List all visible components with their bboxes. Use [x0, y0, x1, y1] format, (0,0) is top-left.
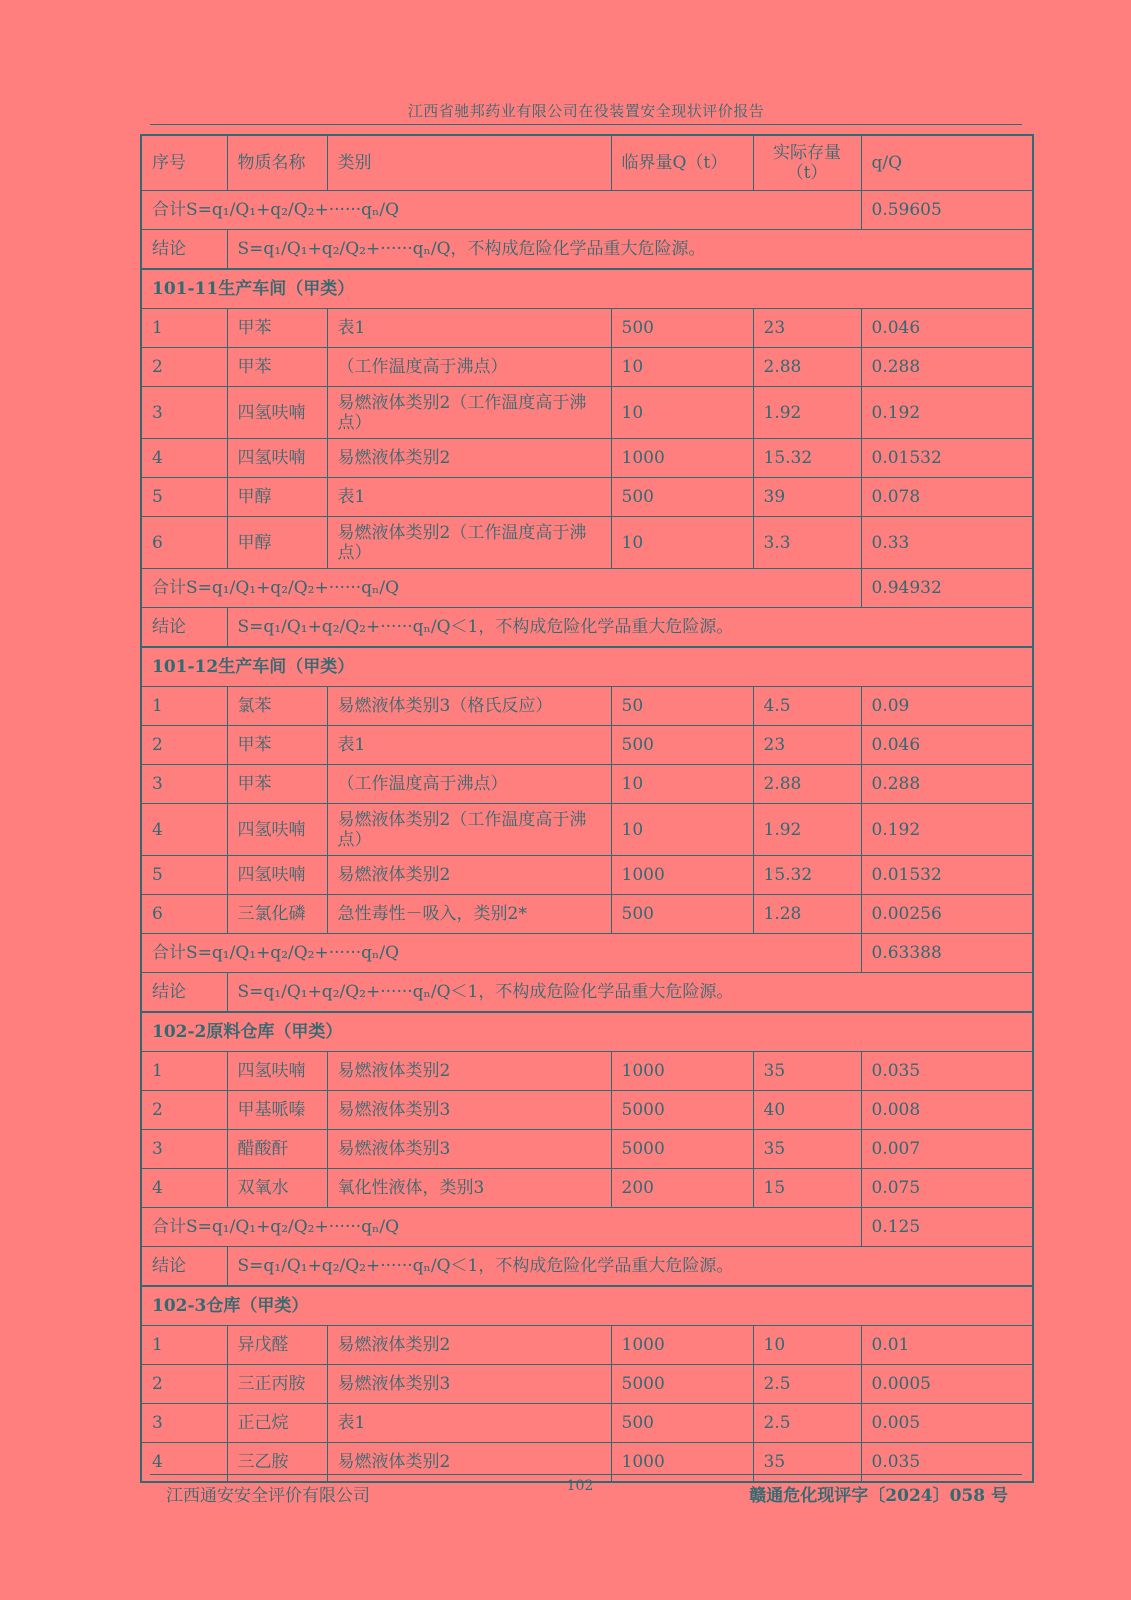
cell-category: 易燃液体类别2（工作温度高于沸点）	[327, 387, 611, 439]
total-formula: 合计S=q₁/Q₁+q₂/Q₂+······qₙ/Q	[141, 569, 861, 608]
cell-substance: 甲苯	[227, 765, 327, 804]
cell-ratio: 0.01532	[861, 856, 1033, 895]
cell-substance: 三正丙胺	[227, 1365, 327, 1404]
footer-company: 江西通安安全评价有限公司	[166, 1486, 370, 1506]
cell-substance: 甲苯	[227, 726, 327, 765]
cell-critical-quantity: 1000	[611, 1052, 753, 1091]
conclusion-label: 结论	[141, 1247, 227, 1287]
cell-actual-storage: 35	[753, 1443, 861, 1483]
table-row	[141, 765, 1033, 804]
page-number: 102	[566, 1478, 594, 1494]
cell-index: 1	[141, 1052, 227, 1091]
cell-critical-quantity: 500	[611, 1404, 753, 1443]
report-number: 赣通危化现评字〔2024〕058 号	[749, 1486, 1008, 1506]
cell-category: 易燃液体类别2	[327, 1052, 611, 1091]
table-header-row	[141, 135, 1033, 191]
cell-substance: 三氯化磷	[227, 895, 327, 934]
cell-substance: 甲醇	[227, 517, 327, 569]
cell-critical-quantity: 10	[611, 765, 753, 804]
cell-critical-quantity: 500	[611, 478, 753, 517]
table-row	[141, 309, 1033, 348]
cell-actual-storage: 35	[753, 1130, 861, 1169]
cell-actual-storage: 3.3	[753, 517, 861, 569]
cell-ratio: 0.01532	[861, 439, 1033, 478]
cell-critical-quantity: 500	[611, 726, 753, 765]
total-formula: 合计S=q₁/Q₁+q₂/Q₂+······qₙ/Q	[141, 191, 861, 230]
cell-critical-quantity: 500	[611, 895, 753, 934]
table-row	[141, 387, 1033, 439]
col-header-substance: 物质名称	[227, 135, 327, 191]
cell-ratio: 0.288	[861, 348, 1033, 387]
cell-critical-quantity: 1000	[611, 1326, 753, 1365]
table-row	[141, 1130, 1033, 1169]
total-row	[141, 934, 1033, 973]
header-divider	[150, 124, 1022, 125]
table-row	[141, 348, 1033, 387]
table-row	[141, 1326, 1033, 1365]
cell-substance: 氯苯	[227, 687, 327, 726]
cell-ratio: 0.075	[861, 1169, 1033, 1208]
cell-category: 易燃液体类别2（工作温度高于沸点）	[327, 804, 611, 856]
conclusion-label: 结论	[141, 608, 227, 648]
cell-index: 2	[141, 1365, 227, 1404]
cell-substance: 四氢呋喃	[227, 387, 327, 439]
cell-category: 表1	[327, 1404, 611, 1443]
total-value: 0.63388	[861, 934, 1033, 973]
table-body	[141, 135, 1033, 1482]
cell-index: 3	[141, 1404, 227, 1443]
cell-category: 易燃液体类别3	[327, 1130, 611, 1169]
cell-critical-quantity: 50	[611, 687, 753, 726]
cell-category: 表1	[327, 478, 611, 517]
total-value: 0.125	[861, 1208, 1033, 1247]
section-header-row	[141, 269, 1033, 309]
cell-critical-quantity: 10	[611, 387, 753, 439]
cell-critical-quantity: 500	[611, 309, 753, 348]
cell-ratio: 0.33	[861, 517, 1033, 569]
total-row	[141, 191, 1033, 230]
cell-actual-storage: 2.88	[753, 765, 861, 804]
table-row	[141, 1443, 1033, 1483]
report-title: 江西省驰邦药业有限公司在役装置安全现状评价报告	[407, 102, 765, 120]
table-row	[141, 1404, 1033, 1443]
cell-ratio: 0.192	[861, 387, 1033, 439]
cell-actual-storage: 35	[753, 1052, 861, 1091]
cell-actual-storage: 2.5	[753, 1365, 861, 1404]
table-row	[141, 517, 1033, 569]
cell-ratio: 0.008	[861, 1091, 1033, 1130]
conclusion-label: 结论	[141, 230, 227, 270]
cell-ratio: 0.046	[861, 309, 1033, 348]
table-row	[141, 856, 1033, 895]
col-header-ratio: q/Q	[861, 135, 1033, 191]
cell-category: （工作温度高于沸点）	[327, 765, 611, 804]
cell-substance: 四氢呋喃	[227, 1052, 327, 1091]
footer-divider	[150, 1474, 1022, 1475]
conclusion-row	[141, 230, 1033, 270]
col-header-index: 序号	[141, 135, 227, 191]
cell-category: 易燃液体类别2（工作温度高于沸点）	[327, 517, 611, 569]
cell-ratio: 0.0005	[861, 1365, 1033, 1404]
cell-ratio: 0.007	[861, 1130, 1033, 1169]
cell-ratio: 0.00256	[861, 895, 1033, 934]
cell-category: 易燃液体类别2	[327, 856, 611, 895]
conclusion-row	[141, 973, 1033, 1013]
cell-substance: 正己烷	[227, 1404, 327, 1443]
cell-substance: 三乙胺	[227, 1443, 327, 1483]
cell-index: 3	[141, 387, 227, 439]
cell-index: 1	[141, 687, 227, 726]
cell-substance: 甲醇	[227, 478, 327, 517]
cell-critical-quantity: 10	[611, 348, 753, 387]
cell-critical-quantity: 5000	[611, 1365, 753, 1404]
cell-index: 3	[141, 1130, 227, 1169]
cell-substance: 甲苯	[227, 309, 327, 348]
table-row	[141, 439, 1033, 478]
total-value: 0.59605	[861, 191, 1033, 230]
cell-actual-storage: 15.32	[753, 439, 861, 478]
table-row	[141, 1091, 1033, 1130]
cell-critical-quantity: 5000	[611, 1130, 753, 1169]
section-title: 101-11生产车间（甲类）	[141, 269, 1033, 309]
table-row	[141, 478, 1033, 517]
cell-actual-storage: 23	[753, 726, 861, 765]
total-formula: 合计S=q₁/Q₁+q₂/Q₂+······qₙ/Q	[141, 1208, 861, 1247]
conclusion-text: S=q₁/Q₁+q₂/Q₂+······qₙ/Q＜1，不构成危险化学品重大危险源。	[227, 973, 1033, 1013]
cell-actual-storage: 23	[753, 309, 861, 348]
cell-category: 易燃液体类别2	[327, 439, 611, 478]
cell-category: 易燃液体类别3	[327, 1091, 611, 1130]
cell-ratio: 0.288	[861, 765, 1033, 804]
conclusion-label: 结论	[141, 973, 227, 1013]
cell-ratio: 0.078	[861, 478, 1033, 517]
conclusion-text: S=q₁/Q₁+q₂/Q₂+······qₙ/Q，不构成危险化学品重大危险源。	[227, 230, 1033, 270]
cell-critical-quantity: 200	[611, 1169, 753, 1208]
cell-category: 氧化性液体，类别3	[327, 1169, 611, 1208]
conclusion-row	[141, 608, 1033, 648]
cell-actual-storage: 15	[753, 1169, 861, 1208]
cell-actual-storage: 39	[753, 478, 861, 517]
conclusion-text: S=q₁/Q₁+q₂/Q₂+······qₙ/Q＜1，不构成危险化学品重大危险源。	[227, 1247, 1033, 1287]
cell-actual-storage: 2.5	[753, 1404, 861, 1443]
table-row	[141, 1169, 1033, 1208]
cell-ratio: 0.01	[861, 1326, 1033, 1365]
cell-ratio: 0.035	[861, 1443, 1033, 1483]
cell-index: 4	[141, 1169, 227, 1208]
cell-index: 4	[141, 804, 227, 856]
cell-substance: 醋酸酐	[227, 1130, 327, 1169]
cell-category: 易燃液体类别2	[327, 1326, 611, 1365]
cell-substance: 双氧水	[227, 1169, 327, 1208]
cell-ratio: 0.035	[861, 1052, 1033, 1091]
cell-index: 4	[141, 1443, 227, 1483]
section-header-row	[141, 647, 1033, 687]
section-title: 102-2原料仓库（甲类）	[141, 1012, 1033, 1052]
cell-ratio: 0.09	[861, 687, 1033, 726]
total-row	[141, 569, 1033, 608]
cell-index: 6	[141, 517, 227, 569]
cell-index: 5	[141, 478, 227, 517]
cell-critical-quantity: 1000	[611, 1443, 753, 1483]
total-value: 0.94932	[861, 569, 1033, 608]
cell-index: 2	[141, 1091, 227, 1130]
table-row	[141, 804, 1033, 856]
cell-actual-storage: 1.92	[753, 387, 861, 439]
cell-actual-storage: 4.5	[753, 687, 861, 726]
cell-index: 1	[141, 1326, 227, 1365]
cell-category: 急性毒性－吸入，类别2*	[327, 895, 611, 934]
cell-substance: 四氢呋喃	[227, 856, 327, 895]
cell-critical-quantity: 10	[611, 804, 753, 856]
cell-ratio: 0.046	[861, 726, 1033, 765]
col-header-critical-quantity: 临界量Q（t）	[611, 135, 753, 191]
table-row	[141, 687, 1033, 726]
cell-ratio: 0.005	[861, 1404, 1033, 1443]
cell-critical-quantity: 5000	[611, 1091, 753, 1130]
cell-index: 3	[141, 765, 227, 804]
cell-actual-storage: 15.32	[753, 856, 861, 895]
cell-index: 4	[141, 439, 227, 478]
section-title: 102-3仓库（甲类）	[141, 1286, 1033, 1326]
table-row	[141, 1365, 1033, 1404]
conclusion-text: S=q₁/Q₁+q₂/Q₂+······qₙ/Q＜1，不构成危险化学品重大危险源。	[227, 608, 1033, 648]
cell-index: 5	[141, 856, 227, 895]
cell-critical-quantity: 10	[611, 517, 753, 569]
cell-substance: 四氢呋喃	[227, 439, 327, 478]
hazard-source-table	[140, 134, 1034, 1483]
section-header-row	[141, 1012, 1033, 1052]
cell-index: 2	[141, 348, 227, 387]
cell-index: 1	[141, 309, 227, 348]
cell-substance: 四氢呋喃	[227, 804, 327, 856]
cell-category: （工作温度高于沸点）	[327, 348, 611, 387]
cell-substance: 甲苯	[227, 348, 327, 387]
table-row	[141, 1052, 1033, 1091]
cell-category: 表1	[327, 309, 611, 348]
cell-substance: 甲基哌嗪	[227, 1091, 327, 1130]
conclusion-row	[141, 1247, 1033, 1287]
cell-ratio: 0.192	[861, 804, 1033, 856]
cell-actual-storage: 2.88	[753, 348, 861, 387]
cell-category: 易燃液体类别3	[327, 1365, 611, 1404]
section-header-row	[141, 1286, 1033, 1326]
cell-substance: 异戊醛	[227, 1326, 327, 1365]
section-title: 101-12生产车间（甲类）	[141, 647, 1033, 687]
cell-index: 6	[141, 895, 227, 934]
col-header-category: 类别	[327, 135, 611, 191]
cell-category: 表1	[327, 726, 611, 765]
cell-actual-storage: 1.28	[753, 895, 861, 934]
cell-actual-storage: 10	[753, 1326, 861, 1365]
cell-critical-quantity: 1000	[611, 439, 753, 478]
total-row	[141, 1208, 1033, 1247]
cell-actual-storage: 1.92	[753, 804, 861, 856]
col-header-actual-storage: 实际存量 （t）	[753, 135, 861, 191]
total-formula: 合计S=q₁/Q₁+q₂/Q₂+······qₙ/Q	[141, 934, 861, 973]
cell-actual-storage: 40	[753, 1091, 861, 1130]
table-row	[141, 895, 1033, 934]
table-row	[141, 726, 1033, 765]
cell-category: 易燃液体类别2	[327, 1443, 611, 1483]
cell-critical-quantity: 1000	[611, 856, 753, 895]
cell-index: 2	[141, 726, 227, 765]
cell-category: 易燃液体类别3（格氏反应）	[327, 687, 611, 726]
